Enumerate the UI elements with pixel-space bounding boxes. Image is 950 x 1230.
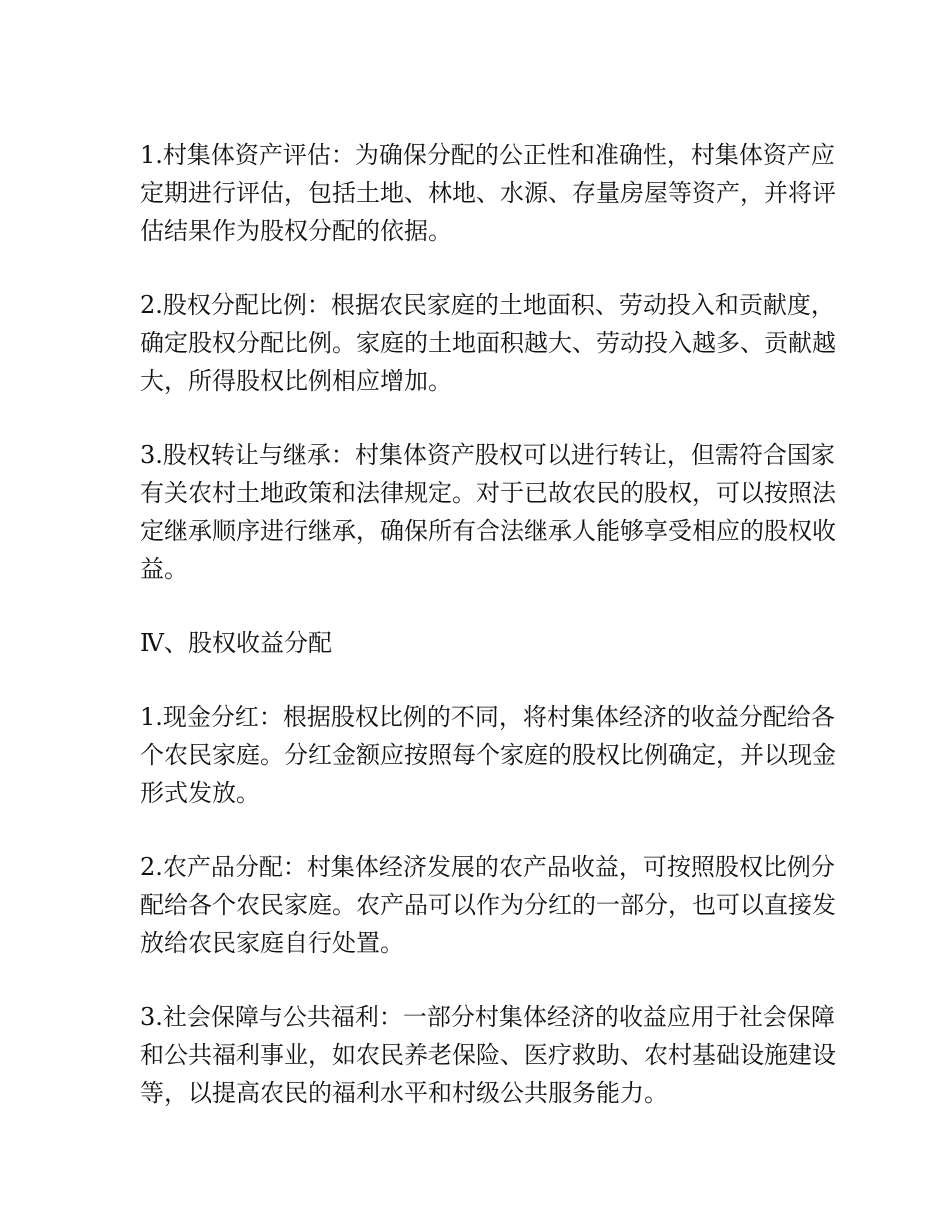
- paragraph-equity-transfer: 3.股权转让与继承：村集体资产股权可以进行转让，但需符合国家有关农村土地政策和法律规定。对于已故农民的股权，可以按照法定继承顺序进行继承，确保所有合法继承人能够享受相应的股权收益。: [140, 441, 836, 583]
- document-body: [140, 136, 840, 1148]
- paragraph-cash-dividend: 1.现金分红：根据股权比例的不同，将村集体经济的收益分配给各个农民家庭。分红金额应按照每个家庭的股权比例确定，并以现金形式发放。: [140, 703, 836, 807]
- section-heading-equity-income: Ⅳ、股权收益分配: [140, 629, 332, 657]
- paragraph-produce-distribution: 2.农产品分配：村集体经济发展的农产品收益，可按照股权比例分配给各个农民家庭。农产品可以作为分红的一部分，也可以直接发放给农民家庭自行处置。: [140, 853, 836, 957]
- paragraph-equity-ratio: 2.股权分配比例：根据农民家庭的土地面积、劳动投入和贡献度，确定股权分配比例。家庭的土地面积越大、劳动投入越多、贡献越大，所得股权比例相应增加。: [140, 291, 836, 395]
- paragraph-social-welfare: 3.社会保障与公共福利：一部分村集体经济的收益应用于社会保障和公共福利事业，如农民养老保险、医疗救助、农村基础设施建设等，以提高农民的福利水平和村级公共服务能力。: [140, 1003, 836, 1107]
- paragraph-asset-evaluation: 1.村集体资产评估：为确保分配的公正性和准确性，村集体资产应定期进行评估，包括土地、林地、水源、存量房屋等资产，并将评估结果作为股权分配的依据。: [140, 141, 836, 245]
